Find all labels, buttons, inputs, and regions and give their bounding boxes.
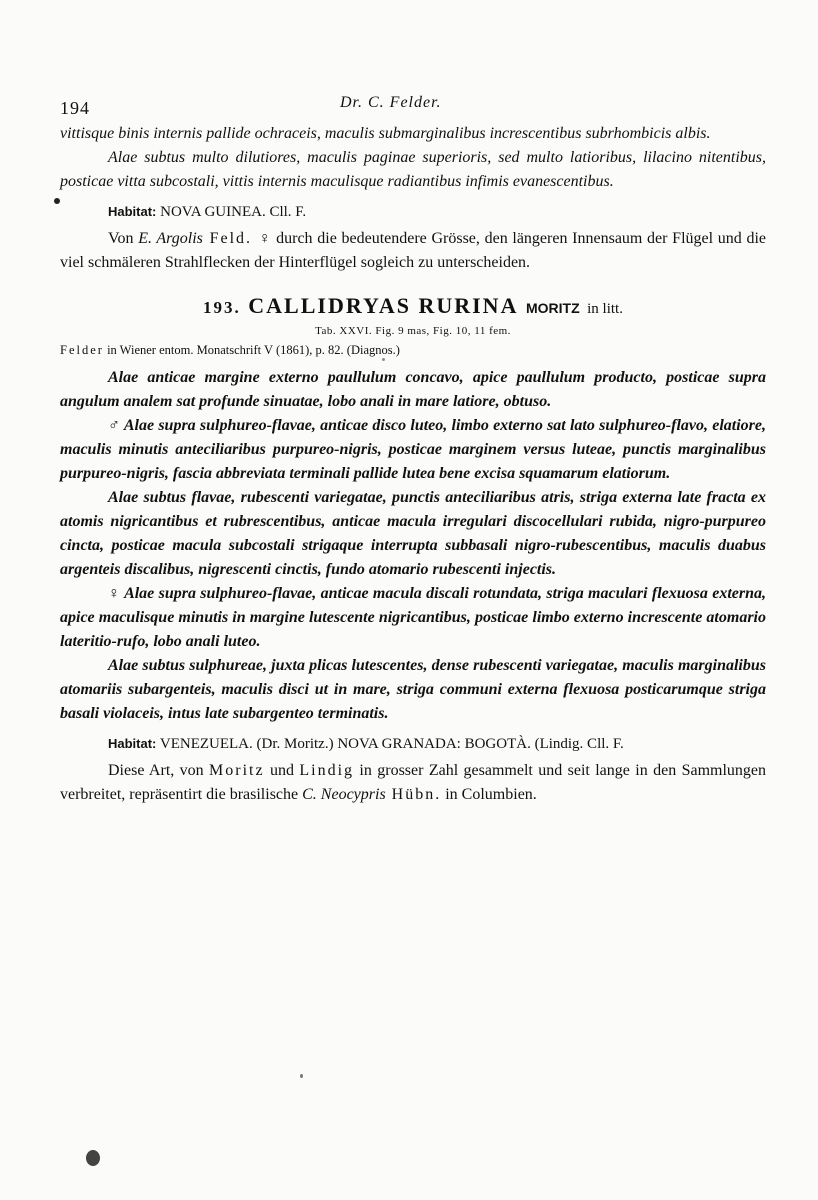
note-text: in Columbien. [441, 786, 537, 803]
description-general: Alae anticae margine externo paullulum concavo, apice paullulum producto, posticae supra angulum analem sat profunde sinuatae, lobo anali in mare latiore, obtuso. [60, 369, 766, 410]
author-name: Feld. [202, 230, 259, 247]
note-text: in grosser Zahl gesammelt und seit lange in den Sammlungen verbreitet, repräsentirt die brasilische [60, 762, 767, 803]
note-text: durch die bedeutendere Grösse, den längeren Innensaum der Flügel und die viel schmäleren Strahlflecken der Hinterflügel sogleich zu unterscheiden. [60, 230, 766, 271]
species-number: 193. [203, 298, 241, 317]
literature-citation [60, 343, 766, 358]
species-habitat [108, 736, 766, 753]
related-species-name: C. Neocypris [302, 786, 386, 803]
species-author-note: in litt. [587, 301, 623, 317]
previous-entry-continuation: vittisque binis internis pallide ochraceis, maculis submarginalibus increscentibus subrhombicis albis. [60, 125, 711, 142]
note-text: und [264, 762, 300, 779]
page-header [60, 94, 758, 118]
ink-speck-mark [86, 1150, 100, 1166]
species-author: MORITZ [525, 300, 580, 316]
collector-name: Lindig [299, 762, 355, 779]
species-name: E. Argolis [138, 230, 203, 247]
description-male-underside: Alae subtus flavae, rubescenti variegatae, punctis anteciliaribus atris, striga externa late fracta ex atomis nigricantibus et rubrescentibus, anticae macula irregulari discocellulari rubida, nigro-purpureo cincta, posticae macula subcostali strigaque interrupta subbasali nigro-rubescentibus, maculis duabus argenteis discalibus, nigrescenti cinctis, fundo atomario rubescenti injectis. [60, 489, 766, 578]
species-name: CALLIDRYAS RURINA [248, 293, 519, 318]
species-note [60, 759, 766, 807]
citation-author: Felder [60, 343, 104, 357]
previous-entry-underside: Alae subtus multo dilutiores, maculis paginae superioris, sed multo latioribus, lilacino nitentibus, posticae vitta subcostali, vittis internis maculisque radiantibus infimis evanescentibus. [60, 149, 766, 190]
description-text: Alae supra sulphureo-flavae, anticae disco luteo, limbo externo sat lato sulphureo-flavo, elatiore, maculis minutis anteciliaribus purpureo-nigris, posticae marginem versus luteae, punctis marginalibus purpureo-nigris, fascia abbreviata terminali pallide lutea bene excisa squamarum elatiorum. [60, 417, 767, 482]
note-text: Diese Art, von [108, 762, 210, 779]
female-symbol: ♀ [258, 230, 272, 247]
ink-speck-mark [382, 358, 385, 361]
habitat-label: Habitat: [108, 736, 157, 751]
previous-habitat [108, 204, 766, 221]
description-female-underside: Alae subtus sulphureae, juxta plicas lutescentes, dense rubescenti variegatae, maculis marginalibus atomariis subargenteis, maculis disci ut in mare, striga communi externa flexuosa posticarumque striga basali violaceis, intus late subargenteo terminatis. [60, 657, 766, 722]
collector-name: Moritz [209, 762, 265, 779]
female-symbol: ♀ [108, 585, 121, 602]
species-heading [60, 293, 766, 319]
ink-speck-mark [54, 198, 60, 204]
previous-entry-note [60, 227, 766, 275]
habitat-value: VENEZUELA. (Dr. Moritz.) NOVA GRANADA: BOGOTÀ. (Lindig. Cll. F. [159, 736, 624, 752]
running-head: Dr. C. Felder. [340, 94, 442, 111]
description-text: Alae supra sulphureo-flavae, anticae macula discali rotundata, striga maculari flexuosa externa, apice maculisque minutis in margine lutescente nigricantibus, posticae limbo externo increscente atomario lateritio-rufo, lobo anali luteo. [60, 585, 767, 650]
related-species-author: Hübn. [385, 786, 442, 803]
ink-speck-mark [300, 1074, 303, 1078]
page-body [60, 122, 766, 807]
description-female-upperside [60, 582, 766, 654]
plate-reference: Tab. XXVI. Fig. 9 mas, Fig. 10, 11 fem. [315, 325, 511, 337]
male-symbol: ♂ [108, 417, 121, 434]
citation-text: in Wiener entom. Monatschrift V (1861), p. 82. (Diagnos.) [107, 343, 400, 357]
page-number: 194 [60, 98, 90, 118]
habitat-label: Habitat: [108, 204, 157, 219]
habitat-value: NOVA GUINEA. Cll. F. [160, 204, 307, 220]
description-male-upperside [60, 414, 766, 486]
note-text: Von [108, 230, 139, 247]
